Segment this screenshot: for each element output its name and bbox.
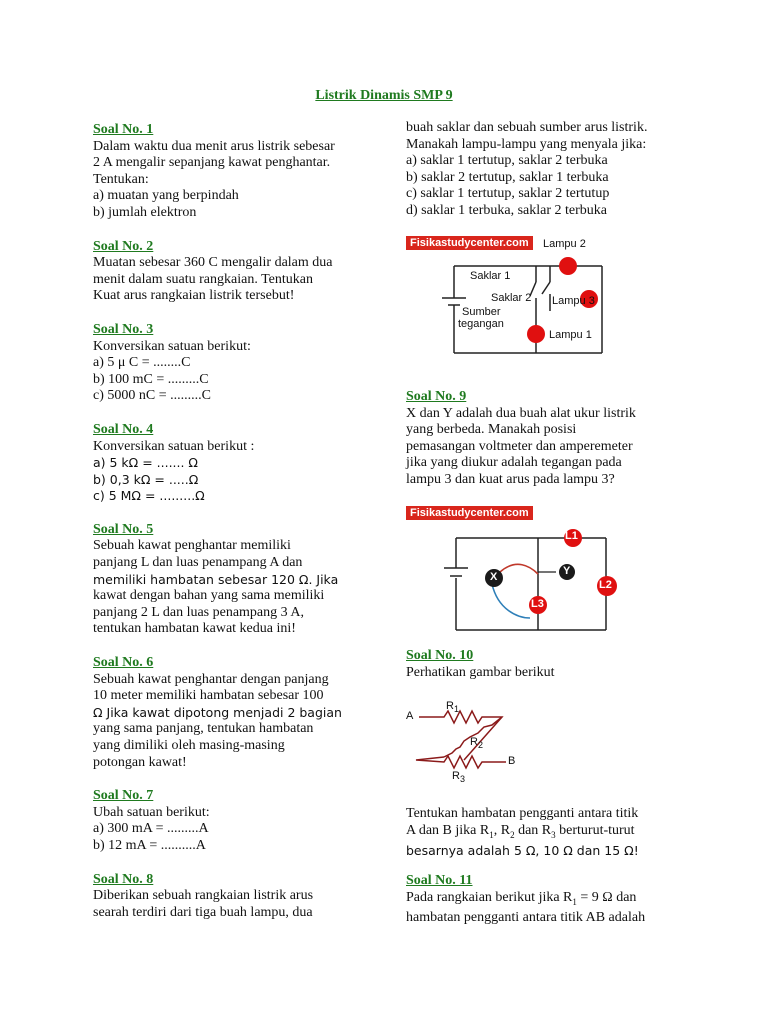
q3-line: c) 5000 nC = .........C	[93, 388, 211, 404]
label-r1: $R_1$	[446, 700, 459, 715]
question-3-heading: Soal No. 3	[93, 321, 154, 337]
question-8-continued	[406, 120, 696, 220]
q1-line: 2 A mengalir sepanjang kawat penghantar.	[93, 155, 331, 171]
label-sumber: Sumber	[462, 306, 501, 318]
label-lampu-1: Lampu 1	[549, 329, 592, 341]
q1-line: a) muatan yang berpindah	[93, 188, 239, 204]
label-y: Y	[563, 565, 571, 577]
question-8	[93, 872, 373, 922]
label-l1: L1	[565, 530, 578, 542]
question-9	[406, 389, 696, 489]
question-10-heading: Soal No. 10	[406, 648, 474, 663]
label-node-b: B	[508, 755, 516, 767]
q8-line: buah saklar dan sebuah sumber arus listrik.	[406, 120, 648, 135]
q2-line: menit dalam suatu rangkaian. Tentukan	[93, 271, 313, 287]
question-7-heading: Soal No. 7	[93, 788, 154, 804]
question-5	[93, 522, 373, 638]
q5-line: kawat dengan bahan yang sama memiliki	[93, 588, 325, 604]
q8-line: Diberikan sebuah rangkaian listrik arus	[93, 888, 314, 904]
q7-line: a) 300 mA = .........A	[93, 821, 209, 837]
q5-line: Sebuah kawat penghantar memiliki	[93, 538, 291, 554]
question-7	[93, 788, 373, 854]
q3-line: a) 5 μ C = ........C	[93, 355, 191, 371]
question-2	[93, 239, 373, 305]
q9-line: jika yang diukur adalah tegangan pada	[406, 455, 622, 471]
q9-line: X dan Y adalah dua buah alat ukur listrik	[406, 405, 636, 421]
label-x: X	[490, 571, 498, 583]
label-tegangan: tegangan	[458, 318, 504, 330]
question-5-heading: Soal No. 5	[93, 521, 154, 537]
label-lampu-2: Lampu 2	[543, 238, 586, 250]
brand-label: Fisikastudycenter.com	[406, 506, 533, 520]
q10-line: Tentukan hambatan pengganti antara titik	[406, 806, 639, 821]
label-l2: L2	[599, 579, 612, 591]
q8-line: a) saklar 1 tertutup, saklar 2 terbuka	[406, 153, 608, 169]
q6-line: Sebuah kawat penghantar dengan panjang	[93, 671, 329, 687]
q4-line: c) 5 MΩ = .........Ω	[93, 488, 205, 504]
question-4-heading: Soal No. 4	[93, 421, 154, 437]
question-6	[93, 655, 373, 771]
q11-line: Pada rangkaian berikut jika $R_1 = 9$ Ω dan	[406, 889, 637, 907]
circuit-figure-q8	[406, 236, 606, 356]
q8-line: Manakah lampu-lampu yang menyala jika:	[406, 136, 647, 152]
resistor-figure-q10	[404, 700, 524, 790]
q5-line: panjang 2 L dan luas penampang 3 A,	[93, 604, 304, 620]
q1-line: Tentukan:	[93, 171, 149, 187]
q4-line: b) 0,3 kΩ = .....Ω	[93, 471, 199, 487]
question-1-heading: Soal No. 1	[93, 122, 154, 137]
q6-line: yang dimiliki oleh masing-masing	[93, 738, 285, 753]
question-8-heading: Soal No. 8	[93, 871, 154, 887]
question-4	[93, 422, 373, 505]
question-11-heading: Soal No. 11	[406, 873, 473, 888]
q1-line: b) jumlah elektron	[93, 204, 197, 220]
q10-line: A dan B jika $R_1$, $R_2$ dan $R_3$ berturut-turut	[406, 822, 635, 840]
q4-line: Konversikan satuan berikut :	[93, 438, 255, 454]
q6-line: yang sama panjang, tentukan hambatan	[93, 721, 314, 737]
q8-line: c) saklar 1 tertutup, saklar 2 tertutup	[406, 186, 610, 202]
label-l3: L3	[531, 598, 544, 610]
left-column	[93, 122, 373, 921]
q3-line: Konversikan satuan berikut:	[93, 338, 251, 354]
label-r3: $R_3$	[452, 770, 465, 785]
q5-line: tentukan hambatan kawat kedua ini!	[93, 621, 296, 637]
question-1	[93, 122, 373, 222]
circuit-diagram	[406, 506, 621, 636]
question-9-heading: Soal No. 9	[406, 389, 467, 404]
label-saklar-1: Saklar 1	[470, 270, 511, 282]
label-saklar-2: Saklar 2	[491, 292, 532, 304]
circuit-figure-q9	[406, 506, 621, 636]
label-r2: $R_2$	[470, 736, 483, 751]
q5-line: panjang L dan luas penampang A dan	[93, 555, 303, 571]
q9-line: lampu 3 dan kuat arus pada lampu 3?	[406, 471, 615, 487]
q5-line: memiliki hambatan sebesar 120 Ω. Jika	[93, 571, 339, 587]
q1-line: Dalam waktu dua menit arus listrik sebesar	[93, 138, 335, 154]
q8-line: b) saklar 2 tertutup, saklar 1 terbuka	[406, 169, 609, 185]
page-title: Listrik Dinamis SMP 9	[315, 88, 453, 103]
q6-line: potongan kawat!	[93, 754, 187, 770]
q7-line: Ubah satuan berikut:	[93, 804, 210, 820]
q2-line: Muatan sebesar 360 C mengalir dalam dua	[93, 255, 333, 271]
q3-line: b) 100 mC = .........C	[93, 371, 209, 387]
brand-label: Fisikastudycenter.com	[406, 236, 533, 250]
question-11	[406, 873, 696, 927]
q10-line: Perhatikan gambar berikut	[406, 664, 555, 680]
q2-line: Kuat arus rangkaian listrik tersebut!	[93, 288, 295, 304]
question-2-heading: Soal No. 2	[93, 238, 154, 254]
lampu-2-bulb	[559, 257, 577, 275]
label-lampu-3: Lampu 3	[552, 295, 595, 307]
q6-line: 10 meter memiliki hambatan sebesar 100	[93, 688, 324, 704]
q8-line: searah terdiri dari tiga buah lampu, dua	[93, 904, 313, 920]
q7-line: b) 12 mA = ..........A	[93, 837, 206, 853]
q11-line: hambatan pengganti antara titik AB adalah	[406, 909, 646, 925]
q9-line: pemasangan voltmeter dan amperemeter	[406, 438, 633, 454]
question-3	[93, 322, 373, 405]
q10-line: besarnya adalah 5 Ω, 10 Ω dan 15 Ω!	[406, 842, 639, 858]
q8-line: d) saklar 1 terbuka, saklar 2 terbuka	[406, 202, 607, 218]
q4-line: a) 5 kΩ = ....... Ω	[93, 455, 198, 471]
lampu-1-bulb	[527, 325, 545, 343]
label-node-a: A	[406, 710, 414, 722]
question-10-task	[406, 806, 696, 860]
q6-line: Ω Jika kawat dipotong menjadi 2 bagian	[93, 704, 342, 720]
question-6-heading: Soal No. 6	[93, 655, 154, 671]
q9-line: yang berbeda. Manakah posisi	[406, 422, 577, 438]
question-10	[406, 648, 696, 681]
